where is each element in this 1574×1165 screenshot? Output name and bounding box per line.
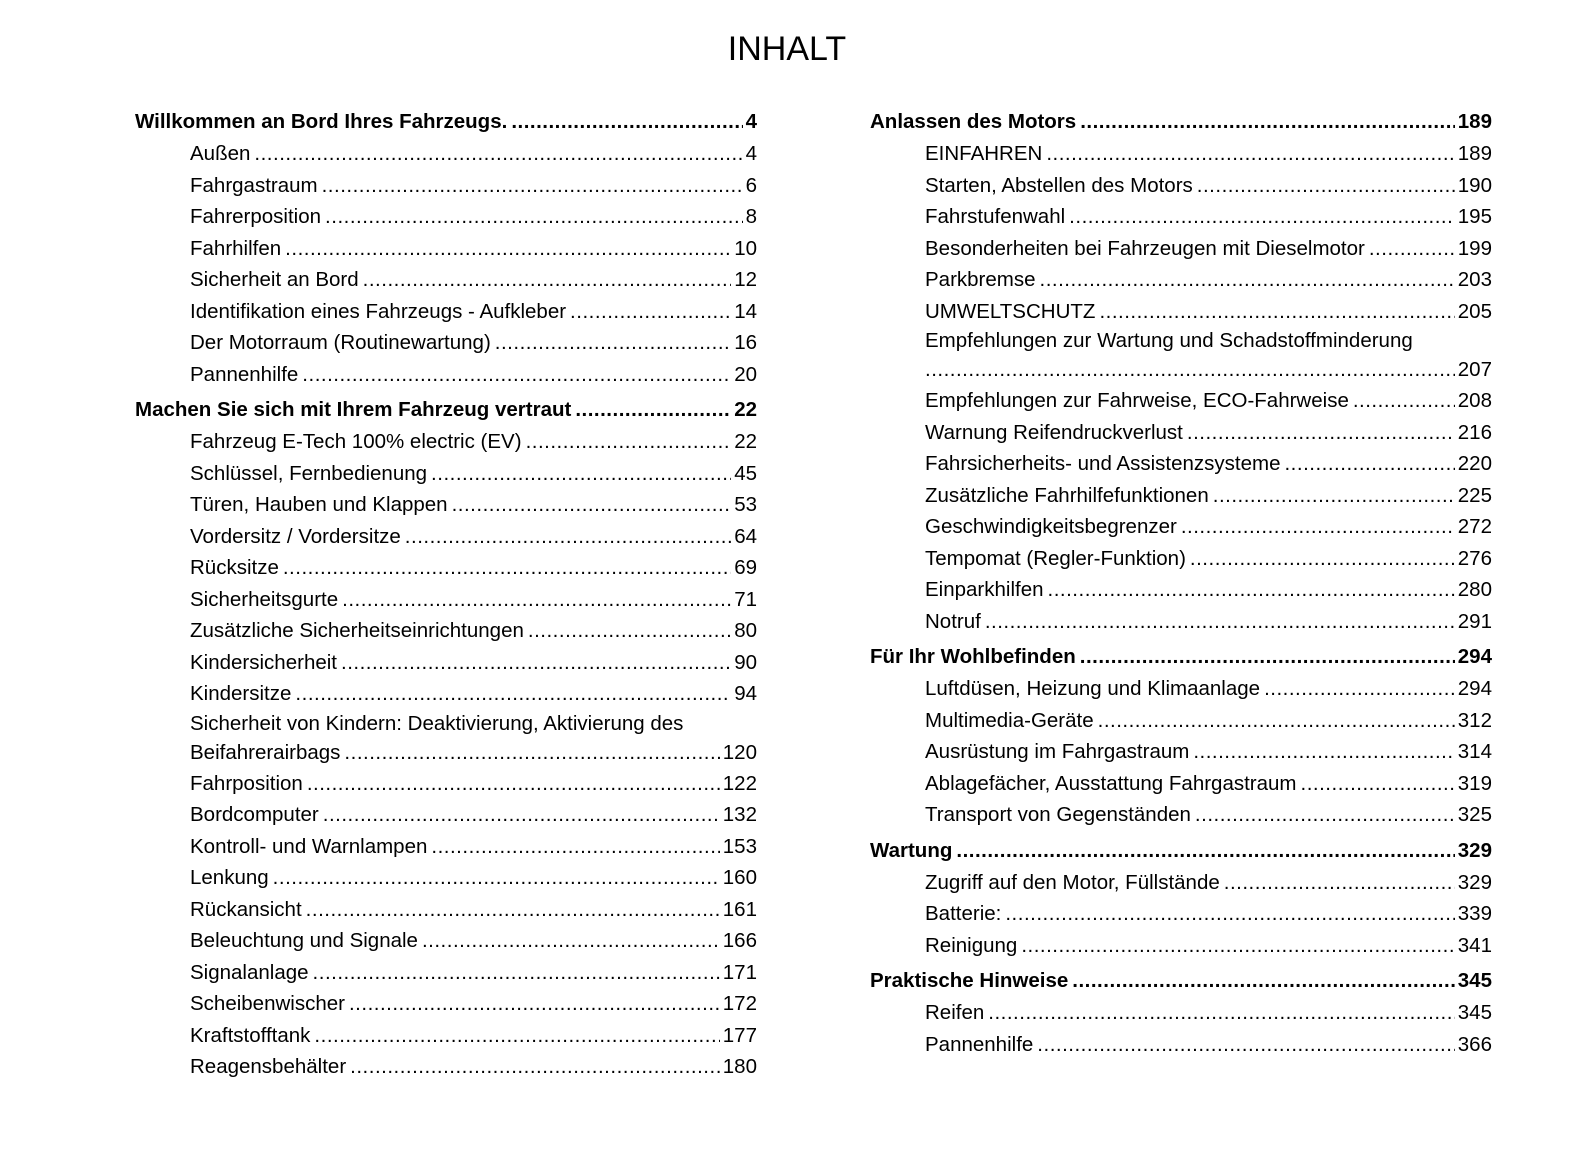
- toc-entry-title: Fahrgastraum: [190, 173, 318, 197]
- toc-page-number: 325: [1457, 803, 1492, 826]
- toc-page-number: 190: [1457, 173, 1492, 197]
- toc-entry[interactable]: [870, 511, 1492, 543]
- toc-leader-dots: [1005, 898, 1454, 930]
- toc-leader-dots: [302, 359, 731, 391]
- toc-entry[interactable]: [870, 574, 1492, 606]
- toc-page-number: 132: [722, 803, 757, 826]
- toc-section-heading[interactable]: [870, 835, 1492, 867]
- toc-entry-title: Besonderheiten bei Fahrzeugen mit Dieselmotor: [925, 236, 1365, 260]
- toc-page-number: 225: [1457, 483, 1492, 507]
- toc-entry[interactable]: [135, 768, 757, 800]
- toc-entry[interactable]: [870, 997, 1492, 1029]
- toc-page-number: 80: [734, 619, 757, 642]
- toc-entry-title-continued: Beifahrerairbags: [190, 740, 341, 764]
- toc-entry[interactable]: [135, 233, 757, 265]
- toc-entry[interactable]: [870, 736, 1492, 768]
- toc-page-number: 329: [1457, 838, 1492, 862]
- toc-page-number: 207: [1457, 358, 1492, 381]
- toc-entry[interactable]: [870, 705, 1492, 737]
- toc-entry-title: Scheibenwischer: [190, 992, 345, 1015]
- toc-page-number: 177: [722, 1023, 757, 1047]
- toc-leader-dots: [1080, 106, 1455, 138]
- toc-entry-title: Geschwindigkeitsbegrenzer: [925, 515, 1177, 538]
- toc-page-number: 4: [745, 142, 757, 165]
- toc-leader-dots: [273, 862, 720, 894]
- toc-leader-dots: [254, 138, 742, 170]
- toc-entry-title: Ausrüstung im Fahrgastraum: [925, 740, 1190, 763]
- toc-page-number: 172: [722, 992, 757, 1015]
- toc-entry-title: Identifikation eines Fahrzeugs - Aufkleber: [190, 299, 567, 323]
- toc-page-number: 45: [734, 461, 757, 485]
- toc-entry[interactable]: [135, 894, 757, 926]
- toc-leader-dots: [452, 489, 732, 521]
- toc-left-column: [135, 106, 757, 1083]
- toc-leader-dots: [431, 458, 731, 490]
- toc-page-number: 22: [734, 398, 757, 421]
- toc-page-number: 294: [1457, 677, 1492, 700]
- toc-entry-title: Praktische Hinweise: [870, 969, 1069, 992]
- toc-page-number: 345: [1457, 969, 1492, 992]
- toc-page-number: 294: [1457, 645, 1492, 668]
- toc-entry-title: Notruf: [925, 609, 981, 633]
- toc-entry-title: Reagensbehälter: [190, 1055, 347, 1078]
- toc-entry[interactable]: [135, 799, 757, 831]
- toc-leader-dots: [323, 799, 720, 831]
- toc-leader-dots: [1193, 736, 1454, 768]
- toc-page-number: 341: [1457, 933, 1492, 957]
- toc-entry-title: Beleuchtung und Signale: [190, 929, 418, 952]
- toc-entry-title: Fahrposition: [190, 771, 303, 795]
- toc-entry[interactable]: [135, 264, 757, 296]
- toc-page-number: 171: [722, 960, 757, 984]
- toc-entry[interactable]: [135, 138, 757, 170]
- toc-page-number: 208: [1457, 389, 1492, 412]
- toc-leader-dots: [1072, 965, 1455, 997]
- toc-entry[interactable]: [135, 426, 757, 458]
- toc-entry[interactable]: [135, 1051, 757, 1083]
- toc-page-number: 160: [722, 866, 757, 889]
- toc-page-number: 20: [734, 362, 757, 386]
- toc-entry-title: Empfehlungen zur Wartung und Schadstoffminderung: [925, 329, 1413, 352]
- toc-entry-title: Sicherheit an Bord: [190, 268, 359, 291]
- toc-entry-title: Fahrstufenwahl: [925, 205, 1066, 228]
- toc-page-number: 90: [734, 650, 757, 674]
- toc-entry[interactable]: [135, 201, 757, 233]
- toc-entry-title: Willkommen an Bord Ihres Fahrzeugs.: [135, 110, 508, 133]
- toc-section-heading[interactable]: [135, 106, 757, 138]
- toc-entry[interactable]: [870, 417, 1492, 449]
- toc-entry-title: Empfehlungen zur Fahrweise, ECO-Fahrweise: [925, 389, 1349, 412]
- toc-page-number: 16: [734, 331, 757, 354]
- toc-leader-dots: [1181, 511, 1455, 543]
- toc-leader-dots: [1224, 867, 1455, 899]
- toc-leader-dots: [363, 264, 732, 296]
- toc-entry-title: Kraftstofftank: [190, 1023, 311, 1047]
- toc-page-number: 120: [722, 740, 757, 764]
- toc-entry[interactable]: [870, 799, 1492, 831]
- toc-section-heading[interactable]: [870, 106, 1492, 138]
- toc-page-number: 189: [1457, 142, 1492, 165]
- toc-leader-dots: [1099, 296, 1454, 328]
- toc-entry-title: Ablagefächer, Ausstattung Fahrgastraum: [925, 771, 1297, 795]
- toc-entry-title: UMWELTSCHUTZ: [925, 299, 1096, 323]
- toc-entry[interactable]: [870, 138, 1492, 170]
- toc-page-number: 345: [1457, 1001, 1492, 1024]
- toc-page-number: 312: [1457, 708, 1492, 732]
- toc-page-number: 199: [1457, 236, 1492, 260]
- toc-entry[interactable]: [135, 170, 757, 202]
- toc-leader-dots: [495, 327, 731, 359]
- toc-page-number: 153: [722, 834, 757, 858]
- toc-leader-dots: [985, 606, 1455, 638]
- toc-page-number: 291: [1457, 609, 1492, 633]
- toc-entry-title: Zugriff auf den Motor, Füllstände: [925, 870, 1220, 894]
- toc-leader-dots: [1187, 417, 1455, 449]
- toc-section-heading[interactable]: [870, 965, 1492, 997]
- toc-leader-dots: [285, 233, 731, 265]
- toc-page-number: 180: [722, 1055, 757, 1078]
- toc-leader-dots: [349, 988, 720, 1020]
- toc-entry-title: Bordcomputer: [190, 803, 319, 826]
- toc-entry[interactable]: [135, 862, 757, 894]
- toc-page-number: 366: [1457, 1032, 1492, 1056]
- toc-entry[interactable]: [135, 1020, 757, 1052]
- toc-page-number: 71: [734, 587, 757, 611]
- toc-entry-title: Fahrhilfen: [190, 236, 282, 260]
- toc-entry-title: Pannenhilfe: [190, 362, 299, 386]
- toc-leader-dots: [307, 768, 720, 800]
- toc-page-number: 189: [1457, 110, 1492, 133]
- toc-entry-title: Zusätzliche Fahrhilfefunktionen: [925, 483, 1209, 507]
- toc-entry-title: Reifen: [925, 1001, 985, 1024]
- toc-entry[interactable]: [870, 930, 1492, 962]
- toc-entry-wrapped[interactable]: [870, 327, 1492, 385]
- toc-entry-title: Schlüssel, Fernbedienung: [190, 461, 428, 485]
- toc-leader-dots: [1190, 543, 1455, 575]
- toc-leader-dots: [1021, 930, 1454, 962]
- toc-entry-title: Anlassen des Motors: [870, 110, 1077, 133]
- toc-entry[interactable]: [135, 552, 757, 584]
- toc-entry-title: Sicherheit von Kindern: Deaktivierung, Aktivierung des: [190, 711, 684, 735]
- toc-entry[interactable]: [870, 543, 1492, 575]
- toc-entry[interactable]: [135, 458, 757, 490]
- toc-entry[interactable]: [135, 489, 757, 521]
- toc-entry-title: Einparkhilfen: [925, 578, 1044, 601]
- toc-entry-title: Signalanlage: [190, 960, 309, 984]
- toc-leader-dots: [313, 957, 720, 989]
- toc-page-number: 339: [1457, 902, 1492, 925]
- toc-entry-title: EINFAHREN: [925, 142, 1043, 165]
- toc-entry[interactable]: [870, 1029, 1492, 1061]
- toc-section-heading[interactable]: [870, 641, 1492, 673]
- toc-page-number: 69: [734, 556, 757, 579]
- toc-entry[interactable]: [870, 296, 1492, 328]
- toc-entry-title: Fahrerposition: [190, 205, 322, 228]
- toc-page-number: 329: [1457, 870, 1492, 894]
- toc-page-number: 195: [1457, 205, 1492, 228]
- toc-leader-dots: [405, 521, 731, 553]
- toc-leader-dots: [1301, 768, 1455, 800]
- toc-entry-title: Lenkung: [190, 866, 269, 889]
- toc-entry-title: Kindersicherheit: [190, 650, 337, 674]
- toc-entry[interactable]: [135, 584, 757, 616]
- toc-entry-title: Fahrsicherheits- und Assistenzsysteme: [925, 452, 1281, 475]
- toc-page-number: 22: [734, 430, 757, 453]
- toc-entry[interactable]: [135, 327, 757, 359]
- toc-leader-dots: [1080, 641, 1455, 673]
- toc-entry-title: Außen: [190, 142, 251, 165]
- toc-entry-title: Luftdüsen, Heizung und Klimaanlage: [925, 677, 1261, 700]
- toc-entry[interactable]: [135, 359, 757, 391]
- toc-page-number: 319: [1457, 771, 1492, 795]
- toc-page-number: 14: [734, 299, 757, 323]
- toc-leader-dots: [1369, 233, 1455, 265]
- toc-entry[interactable]: [135, 925, 757, 957]
- toc-section-heading[interactable]: [135, 394, 757, 426]
- toc-entry-title: Rücksitze: [190, 556, 279, 579]
- toc-page-number: 12: [734, 268, 757, 291]
- toc-page-number: 10: [734, 236, 757, 260]
- toc-leader-dots: [511, 106, 742, 138]
- toc-entry-title: Fahrzeug E-Tech 100% electric (EV): [190, 430, 522, 453]
- toc-entry-title: Für Ihr Wohlbefinden: [870, 645, 1076, 668]
- toc-entry[interactable]: [135, 521, 757, 553]
- toc-entry[interactable]: [870, 606, 1492, 638]
- toc-leader-dots: [341, 647, 731, 679]
- toc-leader-dots: [956, 835, 1454, 867]
- toc-leader-dots: [431, 831, 719, 863]
- toc-leader-dots: [295, 678, 731, 710]
- toc-leader-dots: [1037, 1029, 1454, 1061]
- toc-leader-dots: [925, 354, 1455, 385]
- toc-right-column: [870, 106, 1492, 1060]
- toc-entry-title: Der Motorraum (Routinewartung): [190, 331, 491, 354]
- toc-entry[interactable]: [135, 988, 757, 1020]
- toc-leader-dots: [1098, 705, 1455, 737]
- toc-entry-title: Machen Sie sich mit Ihrem Fahrzeug vertraut: [135, 398, 572, 421]
- toc-entry-title: Kindersitze: [190, 682, 292, 705]
- toc-entry[interactable]: [870, 201, 1492, 233]
- toc-leader-dots: [422, 925, 720, 957]
- toc-leader-dots: [526, 426, 732, 458]
- toc-page-number: 216: [1457, 420, 1492, 444]
- toc-entry-title: Parkbremse: [925, 268, 1036, 291]
- page-title: INHALT: [727, 30, 847, 68]
- toc-entry-title: Zusätzliche Sicherheitseinrichtungen: [190, 619, 524, 642]
- toc-entry[interactable]: [135, 831, 757, 863]
- toc-leader-dots: [344, 737, 719, 768]
- toc-page-number: 6: [745, 173, 757, 197]
- toc-leader-dots: [1195, 799, 1455, 831]
- toc-entry-title: Sicherheitsgurte: [190, 587, 339, 611]
- toc-page-number: 314: [1457, 740, 1492, 763]
- toc-entry-wrapped[interactable]: [135, 710, 757, 768]
- toc-leader-dots: [528, 615, 731, 647]
- toc-leader-dots: [570, 296, 731, 328]
- toc-page-number: 53: [734, 493, 757, 516]
- toc-leader-dots: [1046, 138, 1454, 170]
- toc-entry[interactable]: [135, 615, 757, 647]
- toc-entry-continuation: [190, 737, 757, 768]
- toc-entry-title: Reinigung: [925, 933, 1018, 957]
- toc-entry-title: Pannenhilfe: [925, 1032, 1034, 1056]
- toc-entry[interactable]: [870, 264, 1492, 296]
- toc-entry[interactable]: [870, 480, 1492, 512]
- toc-page-number: 64: [734, 524, 757, 548]
- toc-page-number: 94: [734, 682, 757, 705]
- toc-entry[interactable]: [135, 678, 757, 710]
- toc-leader-dots: [1353, 385, 1455, 417]
- toc-leader-dots: [1264, 673, 1455, 705]
- toc-entry[interactable]: [870, 867, 1492, 899]
- toc-entry-title: Wartung: [870, 838, 953, 862]
- toc-entry-title: Kontroll- und Warnlampen: [190, 834, 428, 858]
- toc-page-number: 205: [1457, 299, 1492, 323]
- toc-entry-title: Warnung Reifendruckverlust: [925, 420, 1183, 444]
- toc-entry-title: Transport von Gegenständen: [925, 803, 1191, 826]
- toc-page-number: 166: [722, 929, 757, 952]
- toc-entry[interactable]: [870, 448, 1492, 480]
- toc-page-number: 280: [1457, 578, 1492, 601]
- toc-entry[interactable]: [135, 647, 757, 679]
- toc-page-number: 272: [1457, 515, 1492, 538]
- toc-page-number: 203: [1457, 268, 1492, 291]
- toc-leader-dots: [1213, 480, 1455, 512]
- toc-leader-dots: [350, 1051, 720, 1083]
- toc-entry[interactable]: [870, 768, 1492, 800]
- toc-leader-dots: [283, 552, 731, 584]
- toc-entry-title: Starten, Abstellen des Motors: [925, 173, 1193, 197]
- toc-leader-dots: [1040, 264, 1455, 296]
- toc-entry[interactable]: [870, 673, 1492, 705]
- toc-leader-dots: [988, 997, 1455, 1029]
- toc-leader-dots: [1069, 201, 1455, 233]
- toc-leader-dots: [322, 170, 743, 202]
- toc-leader-dots: [325, 201, 743, 233]
- toc-entry-title: Rückansicht: [190, 897, 302, 921]
- toc-entry[interactable]: [135, 296, 757, 328]
- toc-entry-title: Tempomat (Regler-Funktion): [925, 546, 1186, 570]
- toc-leader-dots: [1048, 574, 1455, 606]
- toc-entry-title: Batterie:: [925, 902, 1002, 925]
- toc-page-number: 8: [745, 205, 757, 228]
- toc-entry[interactable]: [870, 385, 1492, 417]
- toc-page-number: 161: [722, 897, 757, 921]
- toc-entry-continuation: [925, 354, 1492, 385]
- toc-leader-dots: [342, 584, 731, 616]
- toc-leader-dots: [1197, 170, 1455, 202]
- toc-entry-title: Türen, Hauben und Klappen: [190, 493, 448, 516]
- toc-entry[interactable]: [135, 957, 757, 989]
- toc-page-number: 220: [1457, 452, 1492, 475]
- toc-entry-title: Multimedia-Geräte: [925, 708, 1094, 732]
- toc-entry[interactable]: [870, 898, 1492, 930]
- toc-page-number: 122: [722, 771, 757, 795]
- toc-leader-dots: [314, 1020, 719, 1052]
- toc-entry[interactable]: [870, 233, 1492, 265]
- toc-page-number: 276: [1457, 546, 1492, 570]
- toc-entry-title: Vordersitz / Vordersitze: [190, 524, 401, 548]
- toc-page-number: 4: [745, 110, 757, 133]
- toc-entry[interactable]: [870, 170, 1492, 202]
- toc-leader-dots: [575, 394, 731, 426]
- toc-leader-dots: [306, 894, 720, 926]
- toc-leader-dots: [1284, 448, 1454, 480]
